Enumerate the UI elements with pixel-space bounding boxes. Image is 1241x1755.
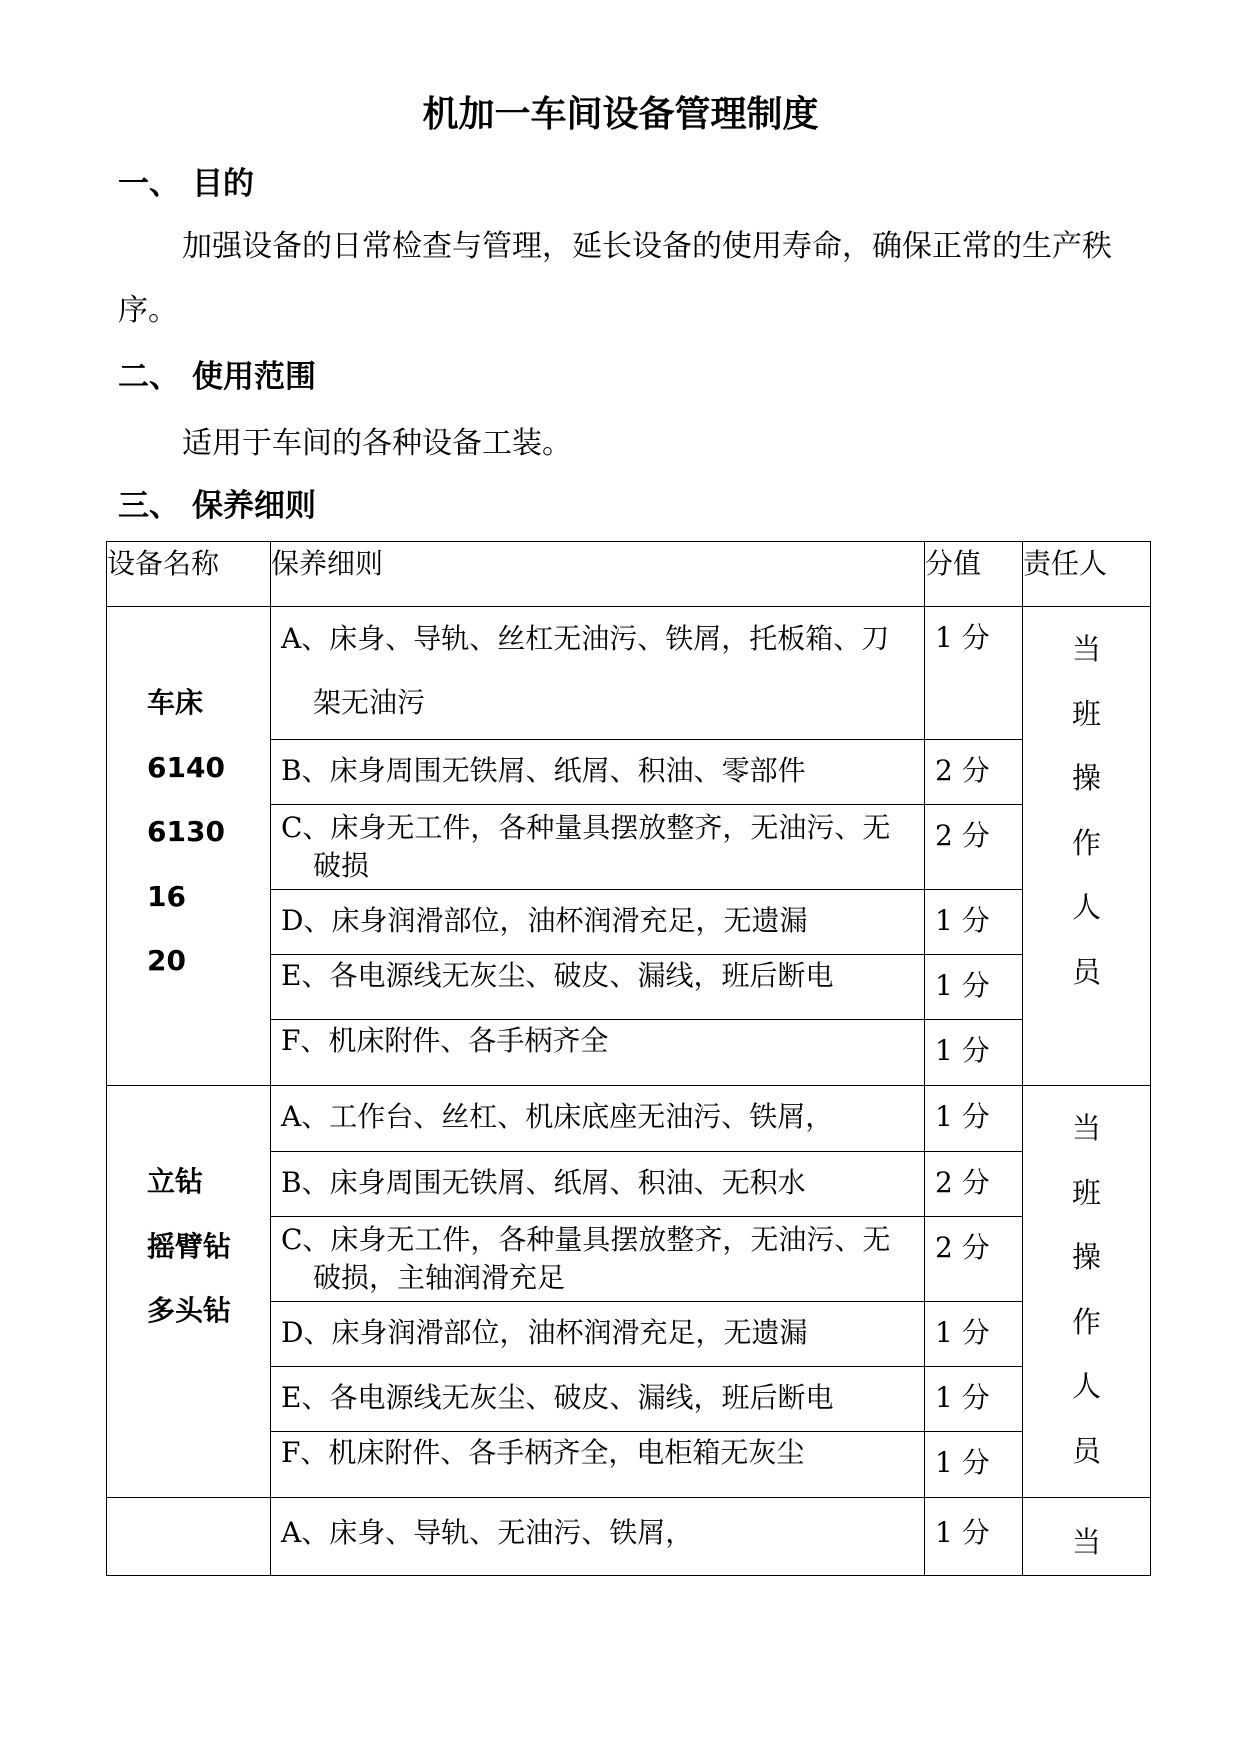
equipment-cell-drill bbox=[107, 1086, 271, 1498]
equipment-name: 立钻 bbox=[147, 1165, 204, 1198]
score-cell: 1 分 bbox=[925, 890, 1023, 955]
header-detail: 保养细则 bbox=[271, 542, 925, 607]
score-cell: 2 分 bbox=[925, 805, 1023, 890]
responsible-char: 人 bbox=[1071, 890, 1101, 924]
responsible-char: 人 bbox=[1071, 1369, 1101, 1403]
detail-cell bbox=[271, 607, 925, 740]
detail-cell: A、工作台、丝杠、机床底座无油污、铁屑， bbox=[271, 1086, 925, 1152]
score-cell: 1 分 bbox=[925, 1302, 1023, 1367]
score-cell: 1 分 bbox=[925, 607, 1023, 740]
detail-text-continued: 破损，主轴润滑充足 bbox=[313, 1261, 566, 1294]
responsible-char: 班 bbox=[1071, 1175, 1101, 1210]
maintenance-table bbox=[106, 541, 1151, 1576]
detail-cell: D、床身润滑部位，油杯润滑充足，无遗漏 bbox=[271, 1302, 925, 1367]
table-row bbox=[107, 1498, 1151, 1576]
detail-cell: E、各电源线无灰尘、破皮、漏线，班后断电 bbox=[271, 1367, 925, 1432]
score-cell: 1 分 bbox=[925, 1367, 1023, 1432]
section-text-scope: 适用于车间的各种设备工装。 bbox=[182, 426, 572, 461]
section-title: 使用范围 bbox=[192, 359, 316, 395]
table-header-row bbox=[107, 542, 1151, 607]
detail-text: A、床身、导轨、丝杠无油污、铁屑，托板箱、刀 bbox=[281, 622, 890, 655]
equipment-name: 车床 bbox=[147, 686, 204, 719]
detail-cell: F、机床附件、各手柄齐全 bbox=[271, 1020, 925, 1086]
detail-cell: D、床身润滑部位，油杯润滑充足，无遗漏 bbox=[271, 890, 925, 955]
section-text-purpose: 加强设备的日常检查与管理，延长设备的使用寿命，确保正常的生产秩序。 bbox=[118, 229, 1112, 328]
responsible-cell bbox=[1023, 607, 1151, 1086]
score-cell: 2 分 bbox=[925, 1152, 1023, 1217]
section-number: 二、 bbox=[118, 359, 180, 395]
detail-cell: B、床身周围无铁屑、纸屑、积油、无积水 bbox=[271, 1152, 925, 1217]
equipment-model: 6130 bbox=[147, 815, 225, 848]
responsible-char: 班 bbox=[1071, 696, 1101, 731]
detail-text: C、床身无工件，各种量具摆放整齐，无油污、无 bbox=[281, 811, 891, 844]
score-cell: 1 分 bbox=[925, 1086, 1023, 1152]
detail-text-continued: 架无油污 bbox=[313, 686, 426, 719]
score-cell: 1 分 bbox=[925, 1020, 1023, 1086]
responsible-char: 当 bbox=[1071, 1111, 1101, 1145]
detail-cell bbox=[271, 1217, 925, 1302]
header-responsible: 责任人 bbox=[1023, 542, 1151, 607]
responsible-char: 当 bbox=[1071, 1525, 1101, 1559]
section-heading-purpose bbox=[118, 162, 254, 206]
score-cell: 1 分 bbox=[925, 955, 1023, 1020]
responsible-char: 操 bbox=[1071, 1240, 1101, 1274]
responsible-char: 当 bbox=[1071, 632, 1101, 666]
score-cell: 2 分 bbox=[925, 1217, 1023, 1302]
responsible-cell bbox=[1023, 1086, 1151, 1498]
responsible-char: 作 bbox=[1071, 825, 1101, 860]
score-cell: 1 分 bbox=[925, 1498, 1023, 1576]
equipment-name: 多头钻 bbox=[147, 1294, 232, 1327]
detail-cell: F、机床附件、各手柄齐全，电柜箱无灰尘 bbox=[271, 1432, 925, 1498]
detail-cell: B、床身周围无铁屑、纸屑、积油、零部件 bbox=[271, 740, 925, 805]
table-row bbox=[107, 607, 1151, 740]
score-cell: 1 分 bbox=[925, 1432, 1023, 1498]
responsible-cell bbox=[1023, 1498, 1151, 1576]
header-equipment: 设备名称 bbox=[107, 542, 271, 607]
detail-text: C、床身无工件，各种量具摆放整齐，无油污、无 bbox=[281, 1223, 891, 1256]
responsible-char: 员 bbox=[1071, 954, 1101, 989]
section-heading-maintenance bbox=[118, 484, 316, 528]
equipment-model: 16 bbox=[147, 879, 186, 913]
equipment-model: 20 bbox=[147, 944, 186, 977]
section-title: 保养细则 bbox=[192, 488, 316, 524]
section-number: 三、 bbox=[118, 488, 180, 524]
responsible-char: 作 bbox=[1071, 1304, 1101, 1339]
detail-cell bbox=[271, 805, 925, 890]
section-heading-scope bbox=[118, 355, 316, 399]
equipment-model: 6140 bbox=[147, 750, 225, 784]
equipment-cell-lathe bbox=[107, 607, 271, 1086]
section-title: 目的 bbox=[192, 166, 254, 202]
equipment-name: 摇臂钻 bbox=[147, 1229, 232, 1263]
detail-text-continued: 破损 bbox=[313, 849, 370, 882]
header-score: 分值 bbox=[925, 542, 1023, 607]
detail-cell: E、各电源线无灰尘、破皮、漏线，班后断电 bbox=[271, 955, 925, 1020]
section-number: 一、 bbox=[118, 166, 180, 202]
score-cell: 2 分 bbox=[925, 740, 1023, 805]
equipment-cell-empty bbox=[107, 1498, 271, 1576]
document-title: 机加一车间设备管理制度 bbox=[422, 94, 819, 135]
table-row bbox=[107, 1086, 1151, 1152]
detail-cell: A、床身、导轨、无油污、铁屑， bbox=[271, 1498, 925, 1576]
responsible-char: 员 bbox=[1071, 1433, 1101, 1468]
responsible-char: 操 bbox=[1071, 761, 1101, 795]
